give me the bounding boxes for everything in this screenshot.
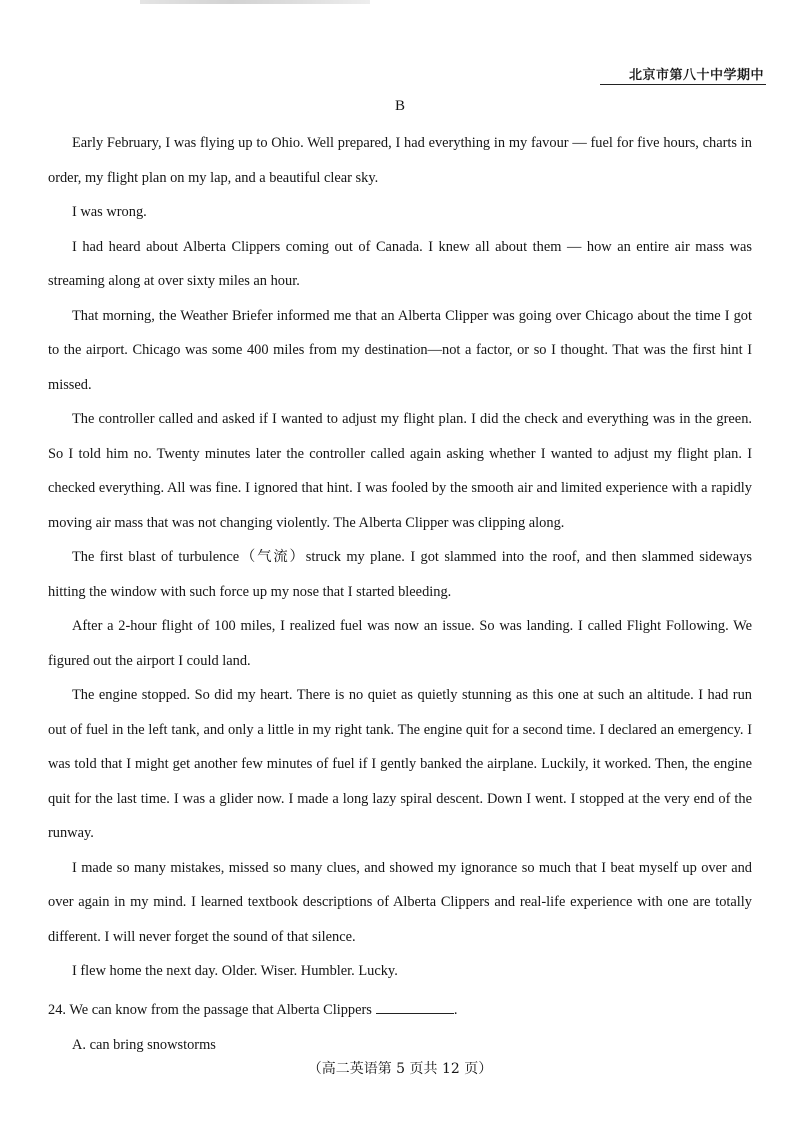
option-a: A. can bring snowstorms: [72, 1037, 216, 1053]
question-end: .: [453, 1002, 458, 1018]
paragraph: Early February, I was flying up to Ohio. Well prepared, I had everything in my favour — fuel for five hours, charts in order, my flight plan on my lap, and a beautiful clear sky.: [48, 135, 752, 186]
paragraph: That morning, the Weather Briefer informed me that an Alberta Clipper was going over Chicago about the time I got to the airport. Chicago was some 400 miles from my destination—not a factor, or so I thought. That was the first hint I missed.: [48, 307, 752, 393]
paragraph: I flew home the next day. Older. Wiser. Humbler. Lucky.: [72, 963, 398, 979]
header-rule: [600, 84, 766, 85]
school-header: 北京市第八十中学期中: [628, 68, 764, 83]
question-24: [48, 995, 458, 1025]
paragraph: The controller called and asked if I wanted to adjust my flight plan. I did the check and everything was in the green. So I told him no. Twenty minutes later the controller called again asking whether I wanted to adjust my flight plan. I checked everything. All was fine. I ignored that hint. I was fooled by the smooth air and limited experience with a rapidly moving air mass that was not changing violently. The Alberta Clipper was clipping along.: [48, 411, 752, 531]
passage-body: [48, 126, 752, 989]
paragraph: After a 2-hour flight of 100 miles, I realized fuel was now an issue. So was landing. I called Flight Following. We figured out the airport I could land.: [48, 618, 752, 669]
paragraph: The first blast of turbulence（气流）struck my plane. I got slammed into the roof, and then slammed sideways hitting the window with such force up my nose that I started bleeding.: [48, 549, 752, 600]
paragraph: I had heard about Alberta Clippers coming out of Canada. I knew all about them — how an entire air mass was streaming along at over sixty miles an hour.: [48, 238, 752, 289]
section-label: B: [394, 98, 405, 114]
answer-blank: [376, 997, 454, 1014]
page-footer: （高二英语第 5 页共 12 页）: [307, 1061, 493, 1077]
paragraph: The engine stopped. So did my heart. There is no quiet as quietly stunning as this one at such an altitude. I had run out of fuel in the left tank, and only a little in my right tank. The engine quit for a second time. I declared an emergency. I was told that I might get another few minutes of fuel if I gently banked the airplane. Luckily, it worked. Then, the engine quit for the last time. I was a glider now. I made a long lazy spiral descent. Down I went. I stopped at the very end of the runway.: [48, 687, 752, 841]
question-stem: 24. We can know from the passage that Alberta Clippers: [48, 1002, 372, 1018]
scan-artifact: [140, 0, 370, 4]
paragraph: I made so many mistakes, missed so many clues, and showed my ignorance so much that I beat myself up over and over again in my mind. I learned textbook descriptions of Alberta Clippers and real-life experience with one are totally different. I will never forget the sound of that silence.: [48, 859, 752, 945]
paragraph: I was wrong.: [72, 204, 147, 220]
